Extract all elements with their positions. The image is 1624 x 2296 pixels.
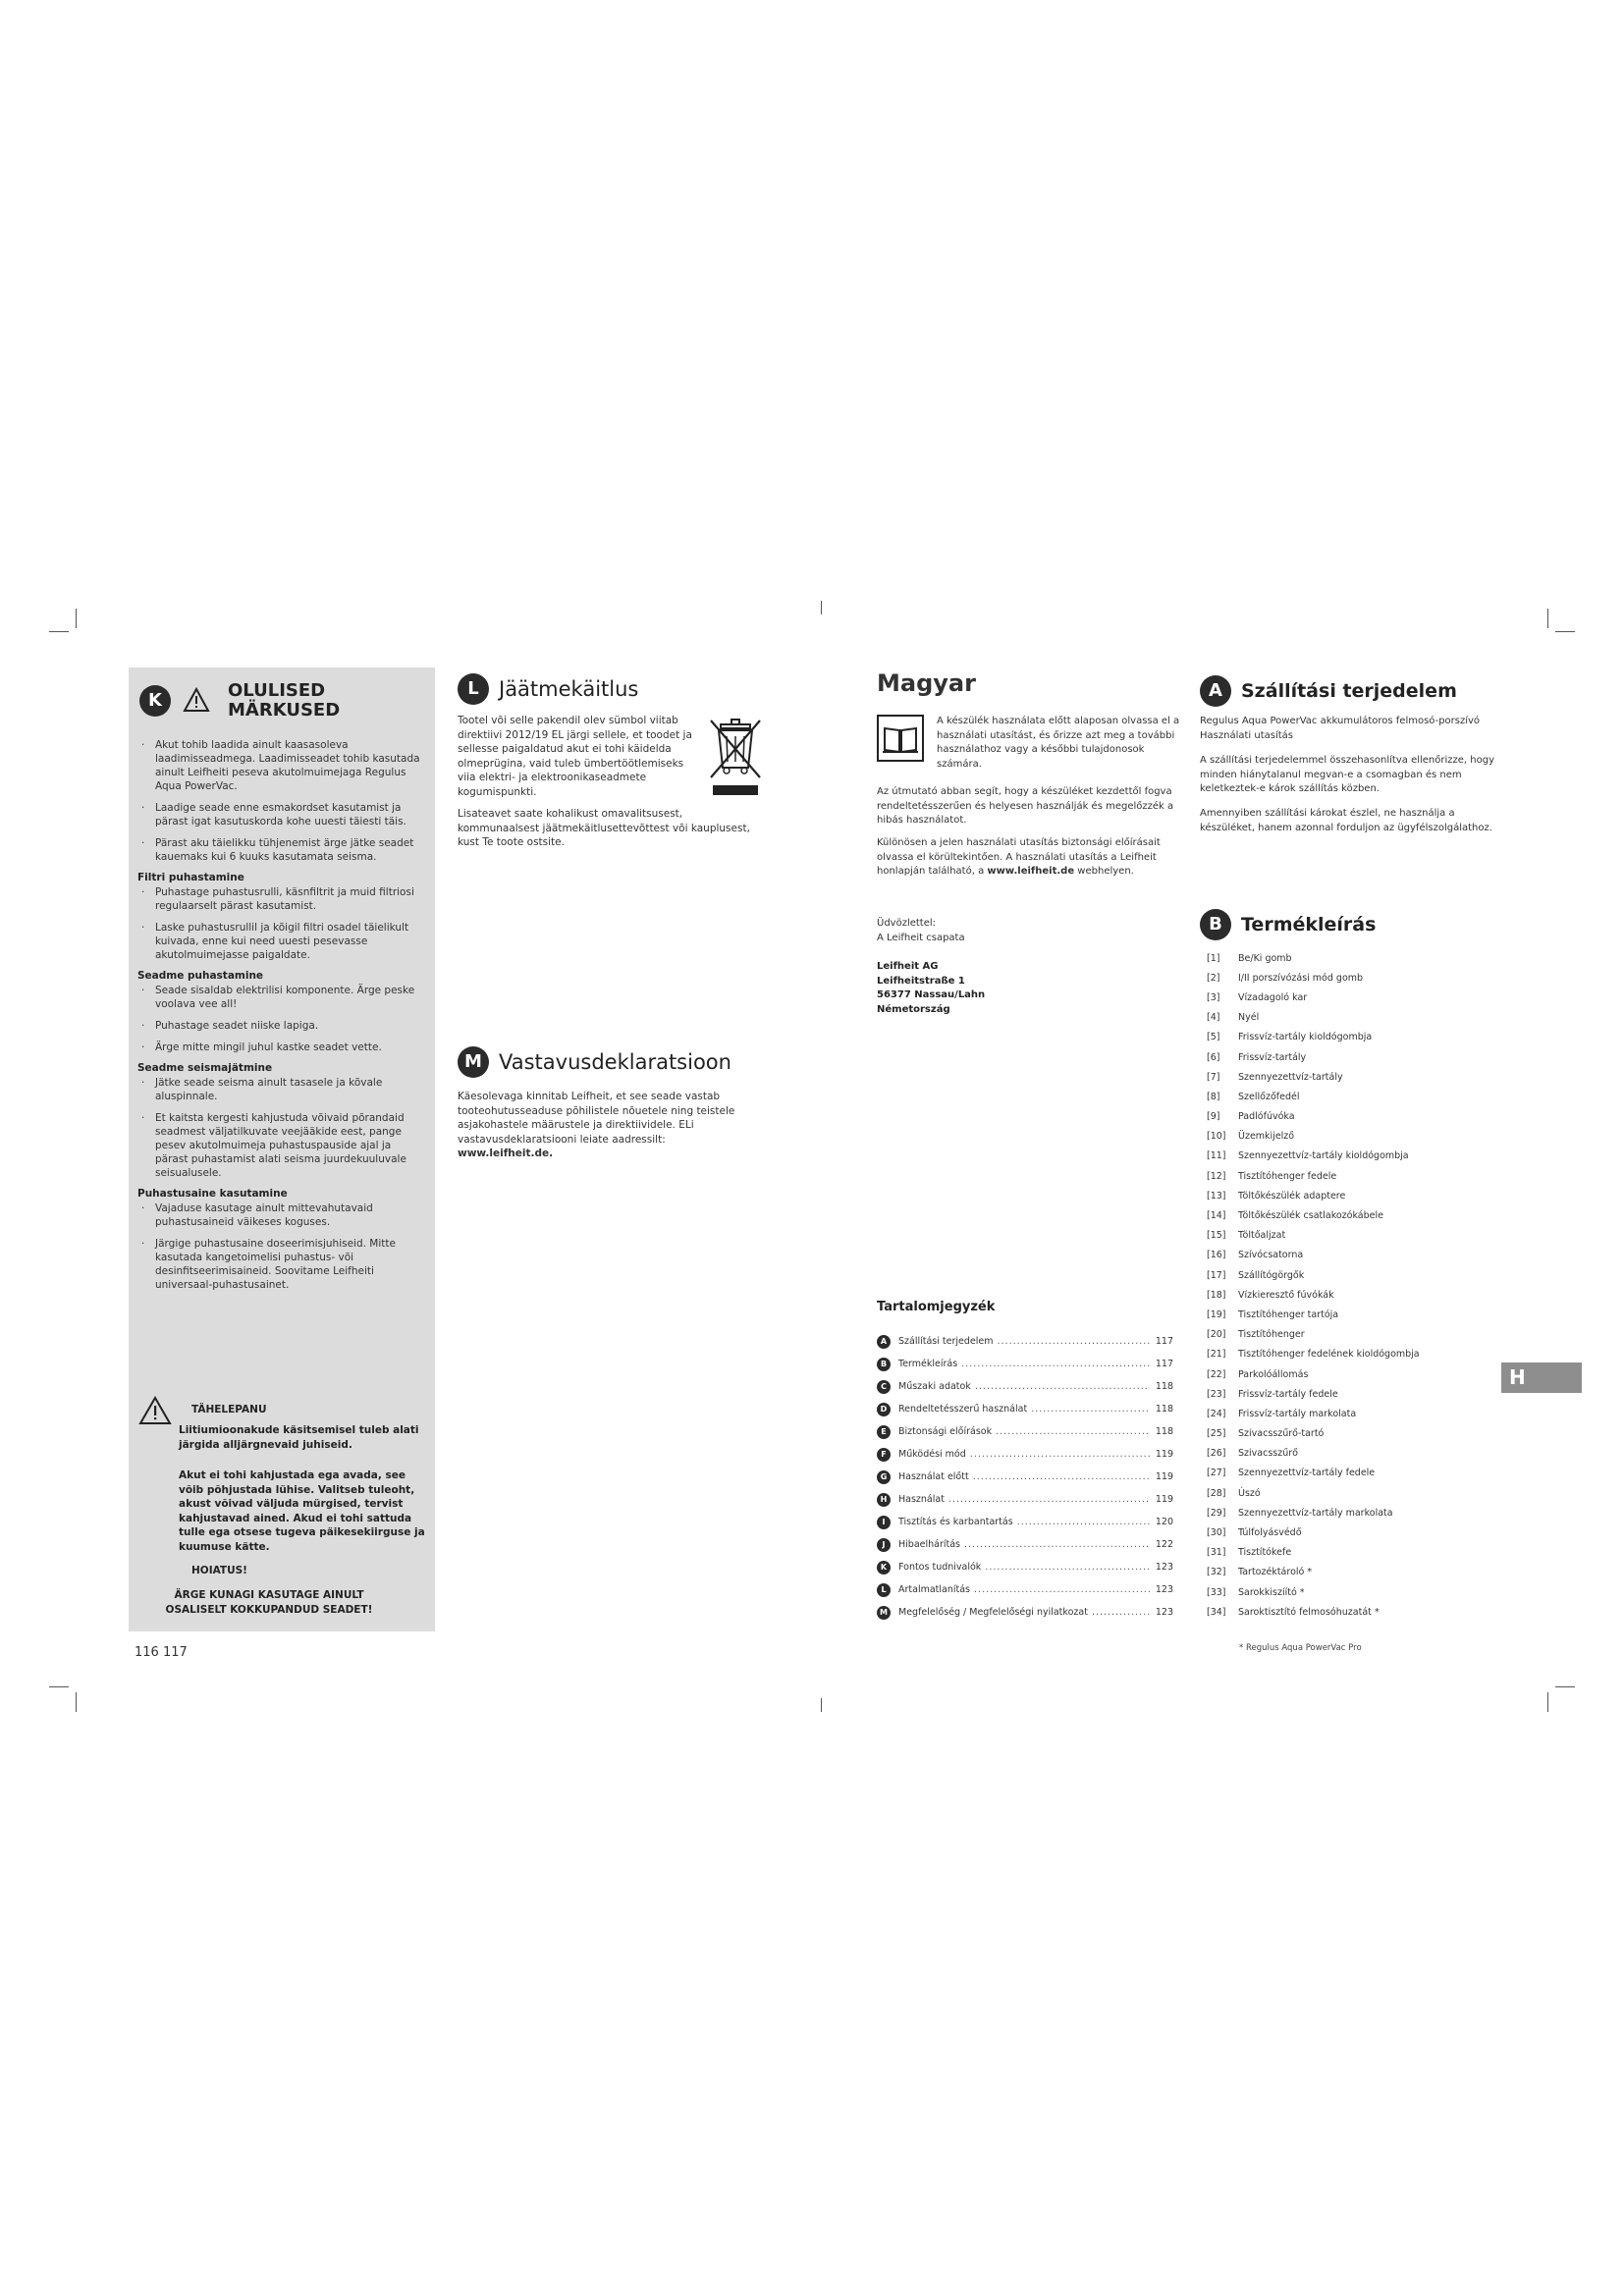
toc-page: 118 (1155, 1404, 1173, 1415)
detergent-heading: Puhastusaine kasutamine (137, 1188, 288, 1200)
toc-label: Működési mód ..... (898, 1449, 1150, 1460)
list-item: · Pärast aku täielikku tühjenemist ärge jätke seadet kauemaks kui 6 kuuks kasutamata seisma. (137, 836, 424, 864)
part-number: [7] (1207, 1071, 1220, 1083)
part-number: [22] (1207, 1368, 1226, 1380)
section-b-title: Termékleírás (1241, 914, 1377, 935)
toc-page: 119 (1155, 1494, 1173, 1505)
part-number: [1] (1207, 952, 1220, 964)
list-item: · Laadige seade enne esmakordset kasutamist ja pärast igat kasutuskorda kohe uuesti täiesti täis. (137, 801, 424, 828)
part-label: Frissvíz-tartály kioldógombja (1238, 1032, 1373, 1043)
part-label: Szivacsszűrő (1238, 1448, 1298, 1460)
toc-row[interactable] (877, 1420, 1173, 1443)
part-number: [10] (1207, 1131, 1226, 1143)
parts-list (1207, 948, 1501, 1622)
part-number: [6] (1207, 1051, 1220, 1063)
toc-label: Megfelelőség / Megfelelőségi nyilatkozat ..... (898, 1607, 1150, 1618)
toc-label: Ártalmatlanítás ..... (898, 1584, 1150, 1595)
crop-mark (76, 1692, 77, 1712)
part-label: Vízkieresztő fúvókák (1238, 1289, 1334, 1301)
list-item (1207, 1265, 1501, 1285)
part-label: Tisztítóhenger (1238, 1329, 1305, 1341)
part-number: [23] (1207, 1388, 1226, 1400)
section-a-text-3: Amennyiben szállítási károkat észlel, ne használja a készüléket, hanem azonnal forduljon az ügyfélszolgálathoz. (1200, 808, 1492, 833)
list-item (1207, 1563, 1501, 1582)
stop-list (137, 1076, 424, 1180)
language-title: Magyar (877, 669, 976, 697)
list-item: · Laske puhastusrullil ja kõigil filtri osadel täielikult kuivada, enne kui need uuesti pesevasse akutolmuimejasse paigaldate. (137, 921, 424, 962)
part-number: [9] (1207, 1111, 1220, 1123)
warning-title: TÄHELEPANU (191, 1404, 267, 1415)
list-item (1207, 1166, 1501, 1186)
part-number: [18] (1207, 1289, 1226, 1301)
part-label: Vízadagoló kar (1238, 991, 1308, 1003)
section-a-text-2: A szállítási terjedelemmel összehasonlítva ellenőrizze, hogy minden hiánytalanul megvan-e a csomagban és nem keletkeztek-e károk szállítás közben. (1200, 755, 1495, 794)
leifheit-link[interactable]: www.leifheit.de. (458, 1148, 554, 1159)
part-label: Túlfolyásvédő (1238, 1527, 1302, 1539)
part-label: Parkolóállomás (1238, 1368, 1309, 1380)
stop-heading: Seadme seismajätmine (137, 1062, 273, 1074)
toc-page: 118 (1155, 1381, 1173, 1392)
part-number: [14] (1207, 1210, 1226, 1222)
weee-bin-icon (707, 717, 764, 797)
toc-page: 123 (1155, 1584, 1173, 1595)
toc-row[interactable] (877, 1511, 1173, 1533)
part-number: [33] (1207, 1586, 1226, 1598)
toc-badge: D (877, 1403, 891, 1416)
list-item (1207, 1047, 1501, 1067)
intro-list (137, 738, 424, 864)
part-label: Úszó (1238, 1487, 1261, 1499)
toc-badge: K (877, 1561, 891, 1575)
crop-mark (821, 601, 822, 614)
list-item (1207, 1147, 1501, 1166)
section-k-header (139, 685, 171, 717)
toc-row[interactable] (877, 1375, 1173, 1398)
toc-page: 117 (1155, 1336, 1173, 1347)
toc-row[interactable] (877, 1601, 1173, 1624)
list-item (1207, 948, 1501, 968)
part-label: Töltőkészülék csatlakozókábele (1238, 1210, 1383, 1222)
section-l-badge: L (458, 673, 489, 705)
toc-label: Rendeltetésszerű használat ..... (898, 1404, 1150, 1415)
section-l-text-1: Tootel või selle pakendil olev sümbol viitab direktiivi 2012/19 EL järgi sellele, et toodet ja sellesse paigaldatud akut ei tohi käidelda olmeprügina, vaid tuleb ümbertöötlemiseks viia elektri- ja elektroonikaseadmete kogumispunkti. (458, 715, 692, 798)
section-l-header (458, 673, 638, 705)
part-number: [32] (1207, 1567, 1226, 1578)
part-number: [15] (1207, 1230, 1226, 1242)
section-b-badge: B (1200, 909, 1231, 940)
list-item (1207, 1464, 1501, 1483)
toc-row[interactable] (877, 1353, 1173, 1375)
warning-text-2: Akut ei tohi kahjustada ega avada, see võib põhjustada lühise. Valitseb tuleoht, akust võivad väljuda mürgised, tervist kahjustavad ained. Akud ei tohi sattuda tulle ega otsese tugeva päikesekiirguse ja kuumuse kätte. (179, 1469, 425, 1553)
section-k-badge: K (139, 685, 171, 717)
list-item (1207, 1325, 1501, 1345)
toc-label: Műszaki adatok ..... (898, 1381, 1150, 1392)
part-label: Tisztítókefe (1238, 1547, 1292, 1559)
warning-icon (138, 1396, 172, 1425)
company-address (877, 960, 985, 1017)
part-label: Tisztítóhenger tartója (1238, 1308, 1339, 1320)
part-label: Szivacsszűrő-tartó (1238, 1428, 1325, 1440)
toc-label: Használat előtt ..... (898, 1471, 1150, 1482)
crop-mark (1547, 1692, 1548, 1712)
greeting-line: Üdvözlettel: (877, 918, 937, 929)
toc-badge: F (877, 1448, 891, 1462)
toc-label: Szállítási terjedelem ..... (898, 1336, 1150, 1347)
toc-page: 117 (1155, 1359, 1173, 1369)
part-number: [34] (1207, 1606, 1226, 1618)
language-tab: H (1501, 1362, 1582, 1393)
toc-badge: E (877, 1425, 891, 1439)
section-l-title: Jäätmekäitlus (499, 677, 639, 701)
list-item (1207, 1127, 1501, 1147)
list-item (1207, 1503, 1501, 1522)
toc-row[interactable] (877, 1330, 1173, 1353)
address-line: Leifheit AG (877, 961, 939, 972)
part-label: Töltőaljzat (1238, 1230, 1286, 1242)
magyar-paragraph-2: Az útmutató abban segít, hogy a készüléket kezdettől fogva rendeltetésszerűen és helyesen használják és megelőzzék a hibás használatot. (877, 786, 1174, 826)
part-label: Szennyezettvíz-tartály kioldógombja (1238, 1150, 1409, 1162)
part-number: [31] (1207, 1547, 1226, 1559)
caution-text: ÄRGE KUNAGI KASUTAGE AINULT OSALISELT KOKKUPANDUD SEADET! (165, 1589, 373, 1616)
section-a-text-1: Regulus Aqua PowerVac akkumulátoros felmosó-porszívó Használati utasítás (1200, 716, 1481, 741)
list-item (1207, 1028, 1501, 1047)
toc-row[interactable] (877, 1443, 1173, 1466)
table-of-contents (877, 1330, 1173, 1624)
list-item (1207, 1522, 1501, 1542)
section-m-title: Vastavusdeklaratsioon (499, 1050, 731, 1074)
part-label: Frissvíz-tartály markolata (1238, 1408, 1357, 1419)
part-label: Sarokkiszíító * (1238, 1586, 1305, 1598)
part-number: [29] (1207, 1507, 1226, 1519)
list-item (1207, 1087, 1501, 1106)
section-m-body: Käesolevaga kinnitab Leifheit, et see seade vastab tooteohutusseaduse põhilistele nõuetele ning teistele asjakohastele määrustele ja direktiividele. ELi vastavusdeklaratsiooni leiate aadressilt: (458, 1091, 735, 1146)
list-item (1207, 1543, 1501, 1563)
list-item (1207, 1424, 1501, 1444)
toc-badge: H (877, 1493, 891, 1507)
list-item (1207, 1404, 1501, 1423)
part-number: [26] (1207, 1448, 1226, 1460)
part-label: Saroktisztító felmosóhuzatát * (1238, 1606, 1380, 1618)
part-label: Nyél (1238, 1012, 1260, 1024)
section-m-badge: M (458, 1046, 489, 1078)
toc-label: Termékleírás ..... (898, 1359, 1150, 1369)
leifheit-link[interactable]: www.leifheit.de (987, 866, 1075, 877)
toc-badge: L (877, 1583, 891, 1597)
part-label: Tisztítóhenger fedelének kioldógombja (1238, 1349, 1420, 1361)
toc-badge: A (877, 1335, 891, 1349)
toc-page: 120 (1155, 1517, 1173, 1527)
part-label: Tartozéktároló * (1238, 1567, 1313, 1578)
section-a-badge: A (1200, 675, 1231, 707)
list-item (1207, 1107, 1501, 1127)
toc-row[interactable] (877, 1488, 1173, 1511)
toc-label: Hibaelhárítás ..... (898, 1539, 1150, 1550)
toc-page: 119 (1155, 1449, 1173, 1460)
section-a-header (1200, 675, 1457, 707)
list-item (1207, 988, 1501, 1007)
footnote: * Regulus Aqua PowerVac Pro (1239, 1643, 1362, 1653)
crop-mark (76, 609, 77, 628)
toc-badge: I (877, 1516, 891, 1529)
list-item (1207, 1008, 1501, 1028)
crop-mark (49, 631, 69, 632)
part-label: I/II porszívózási mód gomb (1238, 972, 1364, 984)
part-label: Szívócsatorna (1238, 1250, 1304, 1261)
part-label: Padlófúvóka (1238, 1111, 1295, 1123)
part-label: Szennyezettvíz-tartály (1238, 1071, 1343, 1083)
list-item (1207, 1345, 1501, 1364)
list-item: · Puhastage puhastusrulli, käsnfiltrit ja muid filtriosi regulaarselt pärast kasutamist. (137, 885, 424, 913)
magyar-p3-end: webhelyen. (1077, 866, 1134, 877)
address-line: Leifheitstraße 1 (877, 975, 965, 987)
crop-mark (821, 1698, 822, 1712)
part-number: [8] (1207, 1091, 1220, 1102)
list-item (1207, 1226, 1501, 1246)
part-number: [3] (1207, 991, 1220, 1003)
list-item (1207, 1384, 1501, 1404)
crop-mark (1547, 609, 1548, 628)
section-k-content (137, 738, 424, 1300)
toc-row[interactable] (877, 1533, 1173, 1556)
list-item (1207, 1205, 1501, 1225)
device-clean-heading: Seadme puhastamine (137, 970, 264, 982)
greeting (877, 917, 965, 945)
list-item (1207, 1602, 1501, 1622)
section-m-text (458, 1090, 752, 1161)
part-number: [21] (1207, 1349, 1226, 1361)
part-number: [2] (1207, 972, 1220, 984)
list-item: · Jätke seade seisma ainult tasasele ja kõvale aluspinnale. (137, 1076, 424, 1103)
warning-text-1: Liitiumioonakude käsitsemisel tuleb alati järgida alljärgnevaid juhiseid. (179, 1424, 419, 1451)
part-number: [24] (1207, 1408, 1226, 1419)
page-numbers: 116 117 (135, 1645, 188, 1660)
address-line: 56377 Nassau/Lahn (877, 989, 986, 1000)
part-number: [19] (1207, 1308, 1226, 1320)
device-clean-list (137, 984, 424, 1054)
toc-label: Használat ..... (898, 1494, 1150, 1505)
section-a-title: Szállítási terjedelem (1241, 680, 1457, 702)
section-b-header (1200, 909, 1376, 940)
toc-badge: B (877, 1358, 891, 1371)
toc-badge: G (877, 1470, 891, 1484)
part-number: [28] (1207, 1487, 1226, 1499)
list-item (1207, 1186, 1501, 1205)
part-label: Szennyezettvíz-tartály markolata (1238, 1507, 1393, 1519)
manual-book-icon (877, 715, 924, 762)
magyar-p3-text: Különösen a jelen használati utasítás biztonsági előírásait olvassa el körültekintően. A használati utasítás a Leifheit honlapján található, a (877, 837, 1161, 877)
magyar-intro: A készülék használata előtt alaposan olvassa el a használati utasítást, és őrizze azt meg a további használathoz vagy a későbbi tulajdonosok számára. (937, 716, 1180, 770)
warning-icon (183, 687, 210, 713)
part-number: [17] (1207, 1269, 1226, 1281)
list-item: · Akut tohib laadida ainult kaasasoleva laadimisseadmega. Laadimisseadet tohib kasutada ainult Leifheiti peseva akutolmuimejaga Regulus Aqua PowerVac. (137, 738, 424, 793)
toc-row[interactable] (877, 1578, 1173, 1601)
address-line: Németország (877, 1003, 950, 1015)
toc-title: Tartalomjegyzék (877, 1300, 996, 1314)
part-label: Tisztítóhenger fedele (1238, 1170, 1337, 1182)
list-item: · Seade sisaldab elektrilisi komponente. Ärge peske voolava vee all! (137, 984, 424, 1011)
part-number: [13] (1207, 1190, 1226, 1201)
part-label: Szennyezettvíz-tartály fedele (1238, 1468, 1376, 1479)
toc-badge: J (877, 1538, 891, 1552)
part-label: Frissvíz-tartály fedele (1238, 1388, 1338, 1400)
toc-label: Fontos tudnivalók ..... (898, 1562, 1150, 1573)
part-label: Töltőkészülék adaptere (1238, 1190, 1346, 1201)
filter-heading: Filtri puhastamine (137, 872, 244, 883)
toc-badge: M (877, 1606, 891, 1620)
toc-row[interactable] (877, 1398, 1173, 1420)
section-l-text-2: Lisateavet saate kohalikust omavalitsusest, kommunaalsest jäätmekäitlusettevõttest või kauplusest, kust Te toote ostsite. (458, 808, 750, 848)
part-number: [11] (1207, 1150, 1226, 1162)
toc-label: Tisztítás és karbantartás ..... (898, 1517, 1150, 1527)
filter-list (137, 885, 424, 962)
toc-badge: C (877, 1380, 891, 1394)
list-item: · Puhastage seadet niiske lapiga. (137, 1019, 424, 1033)
section-m-header (458, 1046, 731, 1078)
list-item: · Vajaduse kasutage ainult mittevahutavaid puhastusaineid väikeses koguses. (137, 1201, 424, 1229)
list-item (1207, 1285, 1501, 1305)
part-number: [12] (1207, 1170, 1226, 1182)
part-number: [27] (1207, 1468, 1226, 1479)
part-number: [30] (1207, 1527, 1226, 1539)
part-label: Be/Ki gomb (1238, 952, 1292, 964)
list-item (1207, 1444, 1501, 1464)
list-item (1207, 1483, 1501, 1503)
list-item (1207, 1067, 1501, 1087)
list-item (1207, 1246, 1501, 1265)
crop-mark (1555, 631, 1575, 632)
part-label: Üzemkijelző (1238, 1131, 1295, 1143)
list-item: · Ärge mitte mingil juhul kastke seadet vette. (137, 1041, 424, 1054)
team-line: A Leifheit csapata (877, 932, 965, 943)
magyar-paragraph-3 (877, 836, 1183, 880)
part-label: Frissvíz-tartály (1238, 1051, 1307, 1063)
toc-page: 122 (1155, 1539, 1173, 1550)
crop-mark (1555, 1686, 1575, 1687)
section-k-title: OLULISED MÄRKUSED (228, 680, 341, 721)
list-item (1207, 968, 1501, 988)
detergent-list (137, 1201, 424, 1292)
part-number: [4] (1207, 1012, 1220, 1024)
list-item (1207, 1305, 1501, 1324)
part-number: [5] (1207, 1032, 1220, 1043)
part-number: [20] (1207, 1329, 1226, 1341)
toc-page: 123 (1155, 1607, 1173, 1618)
toc-row[interactable] (877, 1466, 1173, 1488)
part-label: Szállítógörgők (1238, 1269, 1305, 1281)
toc-page: 119 (1155, 1471, 1173, 1482)
part-label: Szellőzőfedél (1238, 1091, 1300, 1102)
toc-page: 118 (1155, 1426, 1173, 1437)
list-item: · Järgige puhastusaine doseerimisjuhiseid. Mitte kasutada kangetoimelisi puhastus- või desinfitseerimisaineid. Soovitame Leifheiti universaal-puhastusainet. (137, 1237, 424, 1292)
toc-page: 123 (1155, 1562, 1173, 1573)
list-item (1207, 1364, 1501, 1384)
list-item (1207, 1582, 1501, 1602)
list-item: · Et kaitsta kergesti kahjustuda võivaid põrandaid seadmest väljatilkuvate veejääkide eest, pange pesev akutolmuimeja puhastuspauside ajal ja pärast puhastamist alati seisma juurdekuuluvale seisualusele. (137, 1111, 424, 1180)
crop-mark (49, 1686, 69, 1687)
part-number: [16] (1207, 1250, 1226, 1261)
caution-title: HOIATUS! (191, 1565, 247, 1576)
toc-row[interactable] (877, 1556, 1173, 1578)
part-number: [25] (1207, 1428, 1226, 1440)
toc-label: Biztonsági előírások ..... (898, 1426, 1150, 1437)
